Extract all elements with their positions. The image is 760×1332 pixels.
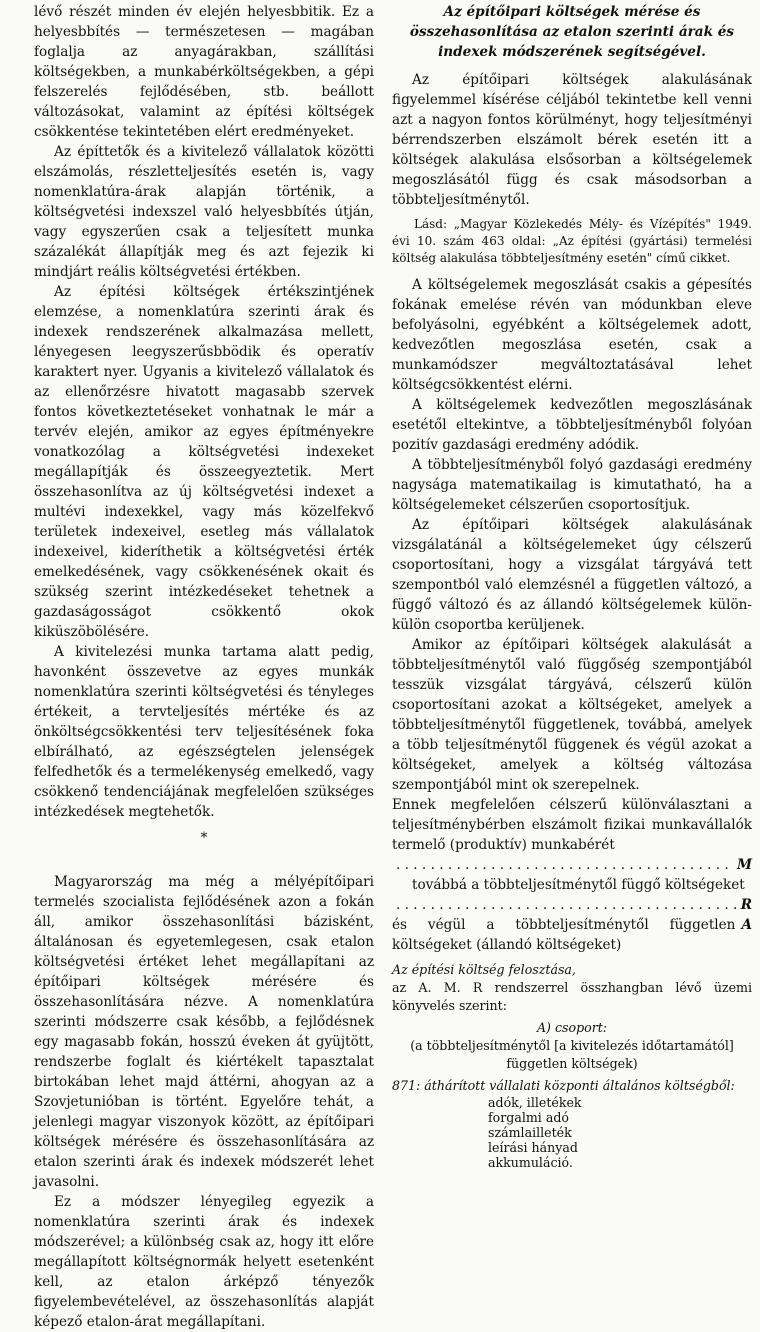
cost-line-r [392, 875, 752, 895]
symbol-a: A [741, 917, 752, 933]
cost-line-m [392, 795, 752, 855]
paragraph: A költségelemek megoszlását csakis a gépesítés fokának emelése révén van módunkban eleve befolyásolni, egyébként a költségelemek adott, kedvezőtlen megoszlása esetén, csak a munkamódszer megváltoztatásával lehet költségcsökkentést elérni. [392, 277, 752, 393]
left-column [34, 2, 374, 1332]
paragraph: és végül a többteljesítménytől független költségeket (állandó költségeket) [392, 917, 736, 953]
paragraph: A kivitelezési munka tartama alatt pedig, havonként összevetve az egyes munkák nomenklatúra szerinti költségvetési és tényleges értékeit, a tervteljesítés mértéke és az önköltségcsökkentési terv teljesítésének foka elbírálható, az egészségtelen jelenségek felfedhetők és a termelékenység emelkedő, vagy csökkenő tendenciájának megfelelően szükséges intézkedések megtehetők. [34, 644, 374, 820]
cost-line-m-symbol [392, 855, 752, 875]
section-separator: * [200, 830, 208, 846]
cost-line-r-symbol [392, 895, 752, 915]
paragraph: Az építőipari költségek alakulásának figyelemmel kísérése céljából tekintetbe kell venni azt a nagyon fontos körülményt, hogy teljesítményi bérrendszerben elszámolt bérek esetén itt a költségek alakulása elsősorban a költségelemek megoszlásától függ és csak másodsorban a többteljesítménytől. [392, 72, 752, 208]
list-item: adók, illetékek [488, 1095, 582, 1110]
paragraph: A költségelemek kedvezőtlen megoszlásának esetétől eltekintve, a többteljesítményből folyóan pozitív gazdasági eredmény adódik. [392, 397, 752, 453]
list-item: akkumuláció. [488, 1155, 573, 1170]
list-item: számlailleték [488, 1125, 572, 1140]
paragraph: lévő részét minden év elején helyesbbitik. Ez a helyesbbítés — természetesen — magában foglalja az anyagárakban, szállítási költségekben, a munkabérköltségekben, a gépi felszerelés fejlődésében, stb. beállott változásokat, valamint az építési költségek csökkentése tekintetében elért eredményeket. [34, 4, 374, 140]
paragraph: A többteljesítményből folyó gazdasági eredmény nagysága matematikailag is kimutatható, ha a költségelemeket célszerűen csoportosítjuk. [392, 457, 752, 513]
paragraph: az A. M. R rendszerrel összhangban lévő üzemi könyvelés szerint: [392, 980, 752, 1013]
symbol-r: R [740, 897, 752, 913]
reference-note: Lásd: „Magyar Közlekedés Mély- és Vízépítés" 1949. évi 10. szám 463 oldal: „Az építési (gyártási) termelési költség alakulása többteljesítmény esetén" című cikket. [392, 217, 752, 265]
section-heading: Az építőipari költségek mérése és összehasonlítása az etalon szerinti árak és indexek módszerének segítségével. [409, 4, 735, 60]
paragraph: Ennek megfelelően célszerű különválasztani a teljesítménybérben elszámolt fizikai munkavállalók termelő (produktív) munkabérét [392, 797, 752, 853]
item-list [488, 1095, 752, 1170]
account-item: 871: áthárított vállalati központi általános költségből: [392, 1078, 735, 1093]
paragraph: Amikor az építőipari költségek alakulását a többteljesítménytől való függőség szempontjából tesszük vizsgálat tárgyává, célszerű külön csoportosítani azokat a költségeket, amelyek a többteljesítménytől függetlenek, továbbá, amelyek a több teljesítménytől függenek és végül azokat a költségeket, amelyek a költség változása szempontjából mint ok szerepelnek. [392, 637, 752, 793]
paragraph: továbbá a többteljesítménytől függő költségeket [412, 877, 745, 893]
subheading: Az építési költség felosztása, [392, 962, 576, 977]
list-item: leírási hányad [488, 1140, 578, 1155]
cost-line-a [392, 915, 752, 955]
paragraph: Ez a módszer lényegileg egyezik a nomenklatúra szerinti árak és indexek módszerével; a különbség csak az, hogy itt előre megállapított költségnormák helyett esetenként kell, az etalon árképző tényezők figyelembevételével, az összehasonlítás alapját képező etalon-árat megállapítani. [34, 1194, 374, 1330]
group-title: A) csoport: [536, 1020, 608, 1035]
paragraph: Magyarország ma még a mélyépítőipari termelés szocialista fejlődésének azon a fokán áll, amikor összehasonlítási bázisként, általánosan és egyetemlegesen, csak etalon költségvetési értéket lehet megállapítani az építőipari költségek mérésére és összehasonlítására nézve. A nomenklatúra szerinti módszerre csak később, a fejlődésnek egy magasabb fokán, hosszú éveken át gyüjtött, rendszerbe foglalt és kiértékelt tapasztalat birtokában lehet majd áttérni, ahogyan az a Szovjetunióban is történt. Egyelőre tehát, a jelenlegi magyar viszonyok között, az építőipari költségek mérésére és összehasonlítására az etalon szerinti árak és indexek módszerét lehet javasolni. [34, 874, 374, 1190]
symbol-m: M [736, 857, 752, 873]
list-item: forgalmi adó [488, 1110, 569, 1125]
group-description: (a többteljesítménytől [a kivitelezés időtartamától] független költségek) [410, 1038, 734, 1071]
paragraph: Az építőipari költségek alakulásának vizsgálatánál a költségelemeket úgy célszerű csoportosítani, hogy a vizsgálat tárgyává tett szempontból való elemzésnél a független változó, a függő változó és az állandó költségelemek külön-külön csoportba kerüljenek. [392, 517, 752, 633]
right-column [392, 2, 752, 1170]
paragraph: Az építési költségek értékszintjének elemzése, a nomenklatúra szerinti árak és indexek rendszerének alkalmazása mellett, lényegesen leegyszerűsbbödik és operatív karaktert nyer. Ugyanis a kivitelező vállalatok és az ellenőrzésre hivatott magasabb szervek fontos következtetéseket vonhatnak le már a tervév elején, amikor az egyes építményekre vonatkozólag a költségvetési indexeket megállapítják és összeegyeztetik. Mert összehasonlítva az új költségvetési indexet a multévi indexekkel, vagy más közelfekvő területek indexeivel, esetleg más vállalatok indexeivel, kideríthetik a költségvetési érték emelkedésének, vagy csökkenésének okait és szükség szerint intézkedéseket tehetnek a gazdaságosságot csökkentő okok kiküszöbölésére. [34, 284, 374, 640]
paragraph: Az építtetők és a kivitelező vállalatok közötti elszámolás, részletteljesítés esetén is, vagy nomenklatúra-árak alapján történik, a költségvetési indexszel való helyesbbítés útján, vagy egyszerűen csak a teljesített munka százalékát állapítják meg és azt fejezik ki mindjárt reális költségvetési értékben. [34, 144, 374, 280]
